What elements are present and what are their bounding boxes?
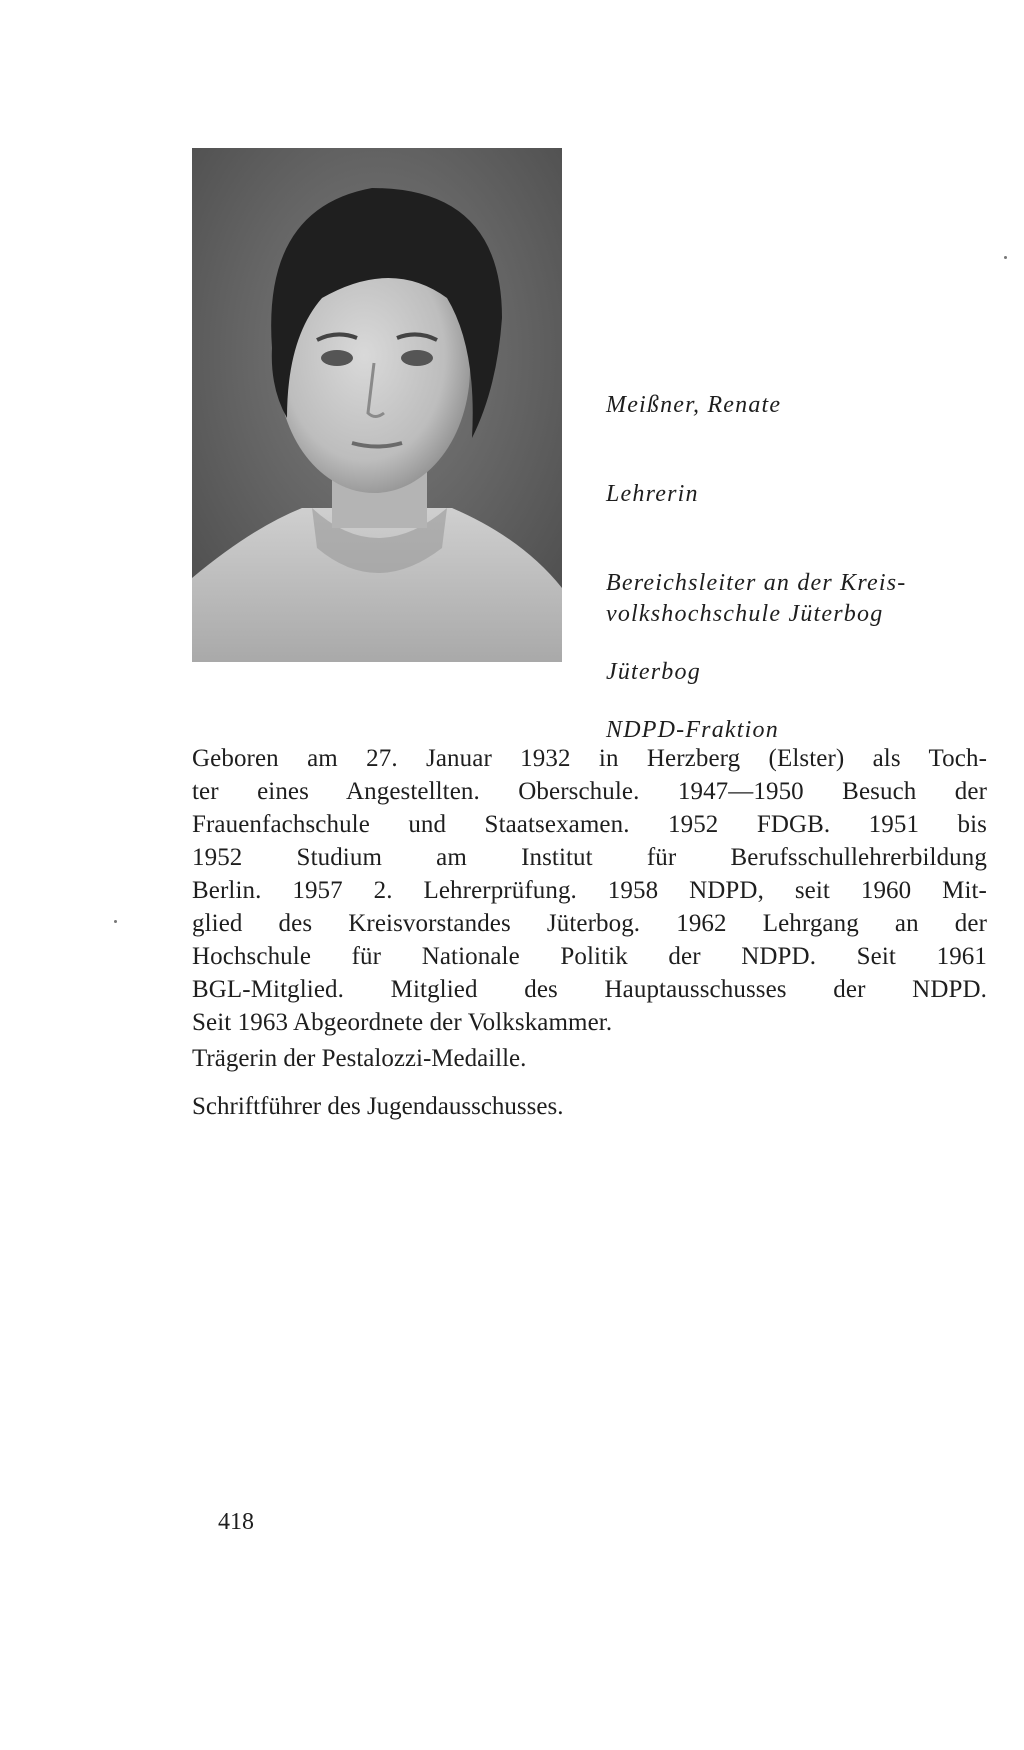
person-position-line1: Bereichsleiter an der Kreis- xyxy=(606,570,907,596)
biography-line: Frauenfachschule und Staatsexamen. 1952 FDGB. 1951 bis xyxy=(192,811,987,838)
biography-line: Geboren am 27. Januar 1932 in Herzberg (Elster) als Toch- xyxy=(192,745,987,772)
page-number: 418 xyxy=(218,1509,254,1535)
print-speck xyxy=(114,920,117,923)
biography-line: ter eines Angestellten. Oberschule. 1947—1950 Besuch der xyxy=(192,778,987,805)
biography-line: Hochschule für Nationale Politik der NDPD. Seit 1961 xyxy=(192,943,987,970)
person-caption xyxy=(606,390,1006,746)
portrait-photo xyxy=(192,148,562,662)
portrait-image xyxy=(192,148,562,662)
biography-line: BGL-Mitglied. Mitglied des Hauptausschusses der NDPD. xyxy=(192,976,987,1003)
biography-line: glied des Kreisvorstandes Jüterbog. 1962 Lehrgang an der xyxy=(192,910,987,937)
biography-line: Berlin. 1957 2. Lehrerprüfung. 1958 NDPD, seit 1960 Mit- xyxy=(192,877,987,904)
biography-line: Seit 1963 Abgeordnete der Volkskammer. xyxy=(192,1009,613,1036)
person-name: Meißner, Renate xyxy=(606,392,782,418)
person-place: Jüterbog xyxy=(606,659,701,685)
person-faction: NDPD-Fraktion xyxy=(606,717,779,743)
award-text: Trägerin der Pestalozzi-Medaille. xyxy=(192,1045,527,1072)
print-speck xyxy=(1004,256,1007,259)
biography-line: 1952 Studium am Institut für Berufsschullehrerbildung xyxy=(192,844,987,871)
committee-text: Schriftführer des Jugendausschusses. xyxy=(192,1093,564,1120)
person-profession: Lehrerin xyxy=(606,481,699,507)
biography-paragraph xyxy=(192,742,987,1039)
person-position-line2: volkshochschule Jüterbog xyxy=(606,601,884,627)
